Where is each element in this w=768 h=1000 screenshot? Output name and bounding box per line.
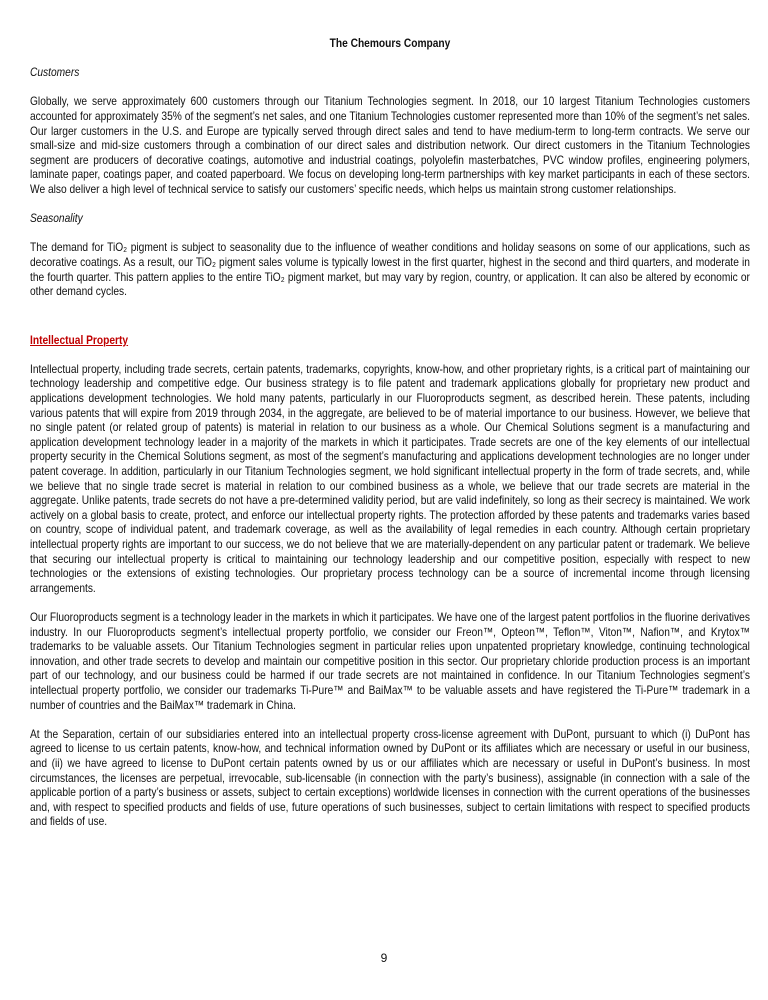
ip-paragraph-1: Intellectual property, including trade secrets, certain patents, trademarks, copyrights, know-how, and other proprietary rights, is a critical part of maintaining our technology leadership and competitive edge. Our business strategy is to file patent and trademark applications globally for proprietary new product and applications development technologies. We hold many patents, particularly in our Fluoroproducts segment, as described herein. These patents, including various patents that will expire from 2019 through 2034, in the aggregate, are believed to be of material importance to our business. However, we believe that no single patent (or related group of patents) is material in relation to our business as a whole. Our Chemical Solutions segment is a manufacturing and application development technology leader in a majority of the markets in which it participates. Trade secrets are one of the key elements of our intellectual property security in the Chemical Solutions segment, as most of the segment’s manufacturing and applications development technologies are no longer under patent coverage. In addition, particularly in our Titanium Technologies segment, we hold significant intellectual property in the form of trade secrets, and, while we believe that no single trade secret is material in relation to our combined business as a whole, we believe that our trade secrets are material in the aggregate. Unlike patents, trade secrets do not have a pre-determined validity period, but are valid indefinitely, so long as their secrecy is maintained. We work actively on a global basis to create, protect, and enforce our intellectual property rights. The protection afforded by these patents and trademarks varies based on country, scope of individual patent, and trademark coverage, as well as the availability of legal remedies in each country. Although certain proprietary intellectual property rights are important to our success, we do not believe that we are materially-dependent on any particular patent or trademark. We believe that securing our intellectual property is critical to maintaining our technology leadership and our competitive position, especially with respect to new technologies or the extensions of existing technologies. Our proprietary process technology can be a source of incremental income through licensing arrangements. [30, 361, 750, 595]
page-number: 9 [380, 951, 388, 965]
page-title: The Chemours Company [329, 36, 451, 50]
intellectual-property-heading: Intellectual Property [30, 332, 129, 347]
customers-heading: Customers [30, 65, 80, 80]
document-page [30, 36, 750, 843]
seasonality-paragraph: The demand for TiO₂ pigment is subject to seasonality due to the influence of weather conditions and holiday seasons on some of our applications, such as decorative coatings. As a result, our TiO₂ pigment sales volume is typically lowest in the first quarter, highest in the second and third quarters, and moderate in the fourth quarter. This pattern applies to the entire TiO₂ pigment market, but may vary by region, country, or application. It can also be altered by economic or other demand cycles. [30, 240, 750, 299]
ip-paragraph-3: At the Separation, certain of our subsidiaries entered into an intellectual property cross-license agreement with DuPont, pursuant to which (i) DuPont has agreed to license to us certain patents, know-how, and technical information owned by DuPont or its affiliates which are necessary or useful in our business, and (ii) we have agreed to license to DuPont certain patents owned by us or our affiliates which are necessary or useful in DuPont’s business. In most circumstances, the licenses are perpetual, irrevocable, sub-licensable (in connection with the party’s business), assignable (in connection with a sale of the applicable portion of a party’s business or assets, subject to certain exceptions) worldwide licenses in connection with the current operations of the businesses and, with respect to specified products and fields of use, future operations of such businesses, subject to certain limitations with respect to specified products and fields of use. [30, 726, 750, 829]
customers-paragraph: Globally, we serve approximately 600 customers through our Titanium Technologies segment. In 2018, our 10 largest Titanium Technologies customers accounted for approximately 35% of the segment’s net sales, and one Titanium Technologies customer represented more than 10% of the segment’s net sales. Our larger customers in the U.S. and Europe are typically served through direct sales and tend to have medium-term to long-term contracts. We serve our small-size and mid-size customers through a combination of our direct sales and distribution network. Our direct customers in the Titanium Technologies segment are producers of decorative coatings, automotive and industrial coatings, polyolefin masterbatches, PVC window profiles, engineering polymers, laminate paper, coatings paper, and coated paperboard. We focus on developing long-term partnerships with key market participants in each of these sectors. We also deliver a high level of technical service to satisfy our customers’ specific needs, which helps us maintain strong customer relationships. [30, 94, 750, 196]
seasonality-heading: Seasonality [30, 211, 83, 226]
ip-paragraph-2: Our Fluoroproducts segment is a technology leader in the markets in which it participates. We have one of the largest patent portfolios in the fluorine derivatives industry. In our Fluoroproducts segment’s intellectual property portfolio, we consider our Freon™, Opteon™, Teflon™, Viton™, Nafion™, and Krytox™ trademarks to be valuable assets. Our Titanium Technologies segment in particular relies upon unpatented proprietary knowledge, continuing technological innovation, and other trade secrets to develop and maintain our competitive position in this sector. Our proprietary chloride production process is an important part of our technology, and our business could be harmed if our trade secrets are not maintained in confidence. In our Titanium Technologies segment’s intellectual property portfolio, we consider our trademarks Ti-Pure™ and BaiMax™ to be valuable assets and have registered the Ti-Pure™ trademark in a number of countries and the BaiMax™ trademark in China. [30, 609, 750, 712]
